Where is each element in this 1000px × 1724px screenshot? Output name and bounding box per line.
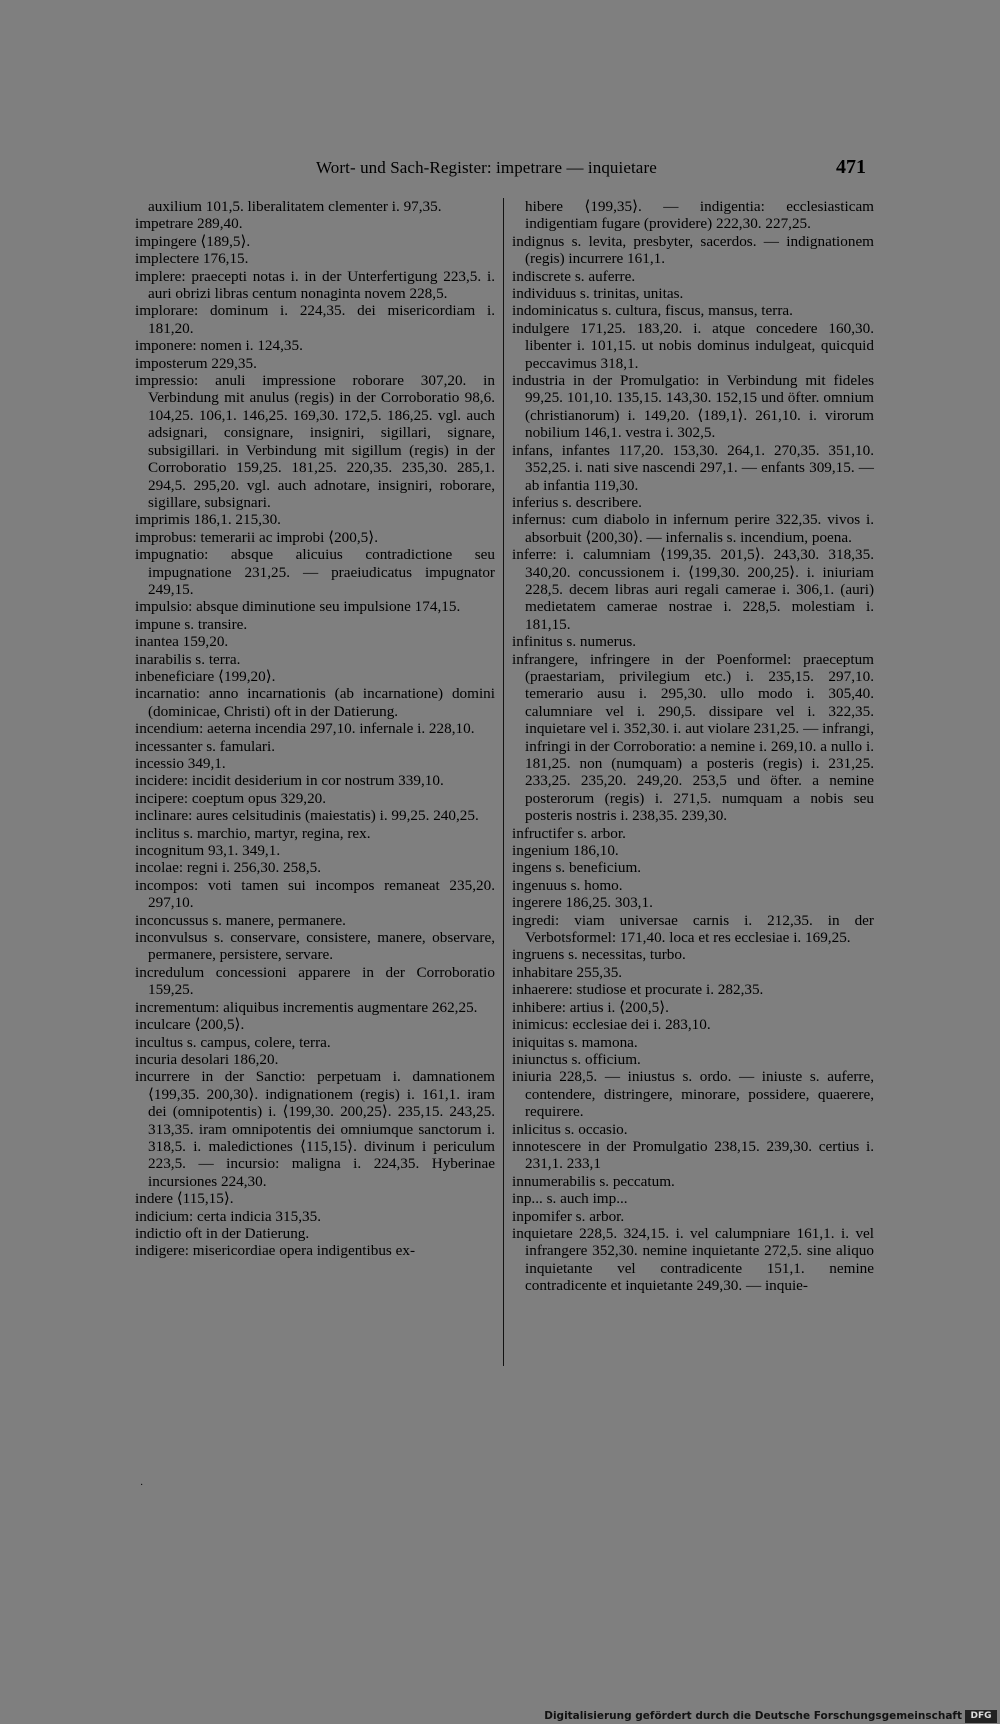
index-entry: iniunctus s. officium.	[512, 1050, 641, 1068]
index-entry: incurrere in der Sanctio: perpetuam i. damnationem ⟨199,35. 200,30⟩. indignationem (regis) i. 161,1. iram dei (omnipotentis) i. ⟨199,30. 200,25⟩. 235,15. 243,25. 313,35. iram omnipotentis dei omniumque sanctorum i. 318,5. i. maledictiones ⟨115,15⟩. divinum i periculum 223,5. — incursio: maligna i. 224,35. Hyberinae incursiones 224,30.	[135, 1068, 495, 1190]
footer-funding-text: Digitalisierung gefördert durch die Deutsche Forschungsgemeinschaft	[544, 1710, 962, 1722]
index-entry: impingere ⟨189,5⟩.	[135, 232, 251, 250]
index-entry: impressio: anuli impressione roborare 307,20. in Verbindung mit anulus (regis) in der Corroboratio 98,6. 104,25. 106,1. 146,25. 169,30. 172,5. 186,25. vgl. auch adsignari, consignare, insigniri, sigillari, signare, subsigillari. in Verbindung mit sigillum (regis) in der Corroboratio 159,25. 181,25. 220,35. 235,30. 285,1. 294,5. 295,20. vgl. auch adnotare, insigniri, roborare, sigillare, subsignari.	[135, 372, 495, 511]
index-entry: indere ⟨115,15⟩.	[135, 1190, 234, 1208]
index-entry: improbus: temerarii ac improbi ⟨200,5⟩.	[135, 528, 378, 546]
index-entry: inculcare ⟨200,5⟩.	[135, 1016, 245, 1034]
index-entry: incognitum 93,1. 349,1.	[135, 842, 281, 860]
index-entry: incipere: coeptum opus 329,20.	[135, 789, 327, 807]
index-entry: infrangere, infringere in der Poenformel: praeceptum (praestariam, privilegium etc.) i. 235,15. 297,10. temerario ausu i. 295,30. ullo modo i. 305,40. calumniare vel i. 290,5. dissipare vel i. 322,35. inquietare vel i. 352,30. i. aut violare 231,25. — infrangi, infringi in der Corroboratio: a nemine i. 269,10. a nullo i. 181,25. non (numquam) a posteris (regis) i. 231,25. 233,25. 235,20. 249,20. 253,5 und öfter. a nemine posterorum (regis) i. 271,5. numquam a nobis seu posteris nostris i. 238,35. 239,30.	[512, 650, 874, 825]
index-entry: implere: praecepti notas i. in der Unterfertigung 223,5. i. auri obrizi libras centum nonaginta novem 228,5.	[135, 267, 495, 303]
index-entry: inconcussus s. manere, permanere.	[135, 911, 346, 929]
index-entry: implorare: dominum i. 224,35. dei misericordiam i. 181,20.	[135, 302, 495, 337]
dfg-logo: DFG	[965, 1710, 997, 1723]
index-entry: ingenuus s. homo.	[512, 876, 623, 894]
index-entry: hibere ⟨199,35⟩. — indigentia: ecclesiasticam indigentiam fugare (providere) 222,30. 227,25.	[525, 198, 874, 233]
index-entry: ingredi: viam universae carnis i. 212,35. in der Verbotsformel: 171,40. loca et res ecclesiae i. 169,25.	[512, 911, 874, 947]
index-entry: inbeneficiare ⟨199,20⟩.	[135, 667, 276, 685]
index-entry: inlicitus s. occasio.	[512, 1120, 628, 1138]
index-entry: innumerabilis s. peccatum.	[512, 1172, 675, 1190]
index-entry: incrementum: aliquibus incrementis augmentare 262,25.	[135, 998, 478, 1016]
index-entry: imponere: nomen i. 124,35.	[135, 337, 303, 355]
index-entry: inferre: i. calumniam ⟨199,35. 201,5⟩. 243,30. 318,35. 340,20. concussionem i. ⟨199,30. 200,25⟩. i. iniuriam 228,5. decem libras auri regali camerae i. 306,1. (auri) medietatem camerae nostrae i. 228,5. molestiam i. 181,15.	[512, 546, 874, 633]
index-entry: incendium: aeterna incendia 297,10. infernale i. 228,10.	[135, 720, 475, 738]
index-entry: incarnatio: anno incarnationis (ab incarnatione) domini (dominicae, Christi) oft in der Datierung.	[135, 685, 495, 720]
index-entry: imposterum 229,35.	[135, 354, 257, 372]
index-entry: incolae: regni i. 256,30. 258,5.	[135, 859, 322, 877]
index-entry: inquietare 228,5. 324,15. i. vel calumpniare 161,1. i. vel infrangere 352,30. nemine inquietante 272,5. sine aliquo inquietante vel contradicente 151,1. nemine contradicente et inquietante 249,30. — inquie-	[512, 1224, 874, 1295]
index-entry: incuria desolari 186,20.	[135, 1050, 279, 1068]
index-entry: ingenium 186,10.	[512, 842, 619, 860]
index-entry: iniuria 228,5. — iniustus s. ordo. — iniuste s. auferre, contendere, distringere, minorare, possidere, quaerere, requirere.	[512, 1068, 874, 1121]
index-entry: incessio 349,1.	[135, 755, 226, 772]
index-entry: inhibere: artius i. ⟨200,5⟩.	[512, 998, 669, 1016]
index-entry: indigere: misericordiae opera indigentibus ex-	[135, 1242, 416, 1260]
index-entry: inhaerere: studiose et procurate i. 282,35.	[512, 981, 764, 999]
index-entry: individuus s. trinitas, unitas.	[512, 285, 684, 303]
index-entry: imprimis 186,1. 215,30.	[135, 511, 281, 529]
index-entry: incessanter s. famulari.	[135, 737, 276, 755]
index-entry: ingens s. beneficium.	[512, 859, 642, 877]
index-entry: indignus s. levita, presbyter, sacerdos. — indignationem (regis) incurrere 161,1.	[512, 232, 874, 268]
index-entry: infernus: cum diabolo in infernum perire 322,35. vivos i. absorbuit ⟨200,30⟩. — infernalis s. incendium, poena.	[512, 511, 874, 546]
index-entry: impugnatio: absque alicuius contradictione seu impugnatione 231,25. — praeiudicatus impugnator 249,15.	[135, 546, 495, 598]
right-column	[512, 198, 874, 1295]
index-entry: indiscrete s. auferre.	[512, 267, 636, 285]
index-entry: inhabitare 255,35.	[512, 963, 623, 981]
index-entry: incompos: voti tamen sui incompos remaneat 235,20. 297,10.	[135, 876, 495, 912]
speck-mark: ·	[140, 1480, 144, 1491]
index-entry: infans, infantes 117,20. 153,30. 264,1. 270,35. 351,10. 352,25. i. nati sive nascendi 297,1. — enfants 309,15. — ab infantia 119,30.	[512, 441, 874, 494]
running-title: Wort- und Sach-Register: impetrare — inquietare	[316, 158, 657, 177]
index-entry: inimicus: ecclesiae dei i. 283,10.	[512, 1016, 711, 1034]
index-entry: inantea 159,20.	[135, 633, 229, 651]
index-entry: indicium: certa indicia 315,35.	[135, 1207, 321, 1225]
index-entry: impulsio: absque diminutione seu impulsione 174,15.	[135, 598, 461, 616]
index-entry: impune s. transire.	[135, 615, 248, 633]
index-entry: impetrare 289,40.	[135, 215, 243, 233]
index-entry: incredulum concessioni apparere in der Corroboratio 159,25.	[135, 963, 495, 999]
index-entry: inpomifer s. arbor.	[512, 1207, 625, 1225]
running-header	[0, 158, 1000, 184]
index-entry: auxilium 101,5. liberalitatem clementer i. 97,35.	[148, 198, 442, 215]
footer	[0, 1709, 1000, 1724]
index-entry: indictio oft in der Datierung.	[135, 1224, 310, 1242]
index-entry: indominicatus s. cultura, fiscus, mansus, terra.	[512, 302, 793, 320]
index-entry: inclinare: aures celsitudinis (maiestatis) i. 99,25. 240,25.	[135, 807, 479, 825]
index-entry: implectere 176,15.	[135, 250, 249, 268]
index-entry: incultus s. campus, colere, terra.	[135, 1033, 331, 1051]
index-entry: iniquitas s. mamona.	[512, 1033, 638, 1051]
column-divider	[503, 198, 504, 1366]
index-entry: inferius s. describere.	[512, 493, 642, 511]
index-entry: inclitus s. marchio, martyr, regina, rex.	[135, 824, 371, 842]
index-entry: infructifer s. arbor.	[512, 824, 626, 842]
index-entry: inarabilis s. terra.	[135, 650, 241, 668]
left-column	[135, 198, 495, 1260]
index-entry: inconvulsus s. conservare, consistere, manere, observare, permanere, persistere, servare.	[135, 929, 495, 964]
index-entry: indulgere 171,25. 183,20. i. atque concedere 160,30. libenter i. 101,15. ut nobis dominus indulgeat, quicquid peccavimus 318,1.	[512, 319, 874, 372]
index-entry: innotescere in der Promulgatio 238,15. 239,30. certius i. 231,1. 233,1	[512, 1137, 874, 1173]
index-entry: incidere: incidit desiderium in cor nostrum 339,10.	[135, 772, 444, 790]
index-entry: inp... s. auch imp...	[512, 1190, 628, 1208]
index-entry: ingerere 186,25. 303,1.	[512, 894, 653, 912]
page-number: 471	[836, 156, 866, 178]
index-entry: infinitus s. numerus.	[512, 633, 637, 651]
index-entry: industria in der Promulgatio: in Verbindung mit fideles 99,25. 101,10. 135,15. 143,30. 152,15 und öfter. omnium (christianorum) i. 149,20. ⟨189,1⟩. 261,10. i. virorum nobilium 146,1. vestra i. 302,5.	[512, 372, 874, 442]
index-entry: ingruens s. necessitas, turbo.	[512, 946, 686, 964]
